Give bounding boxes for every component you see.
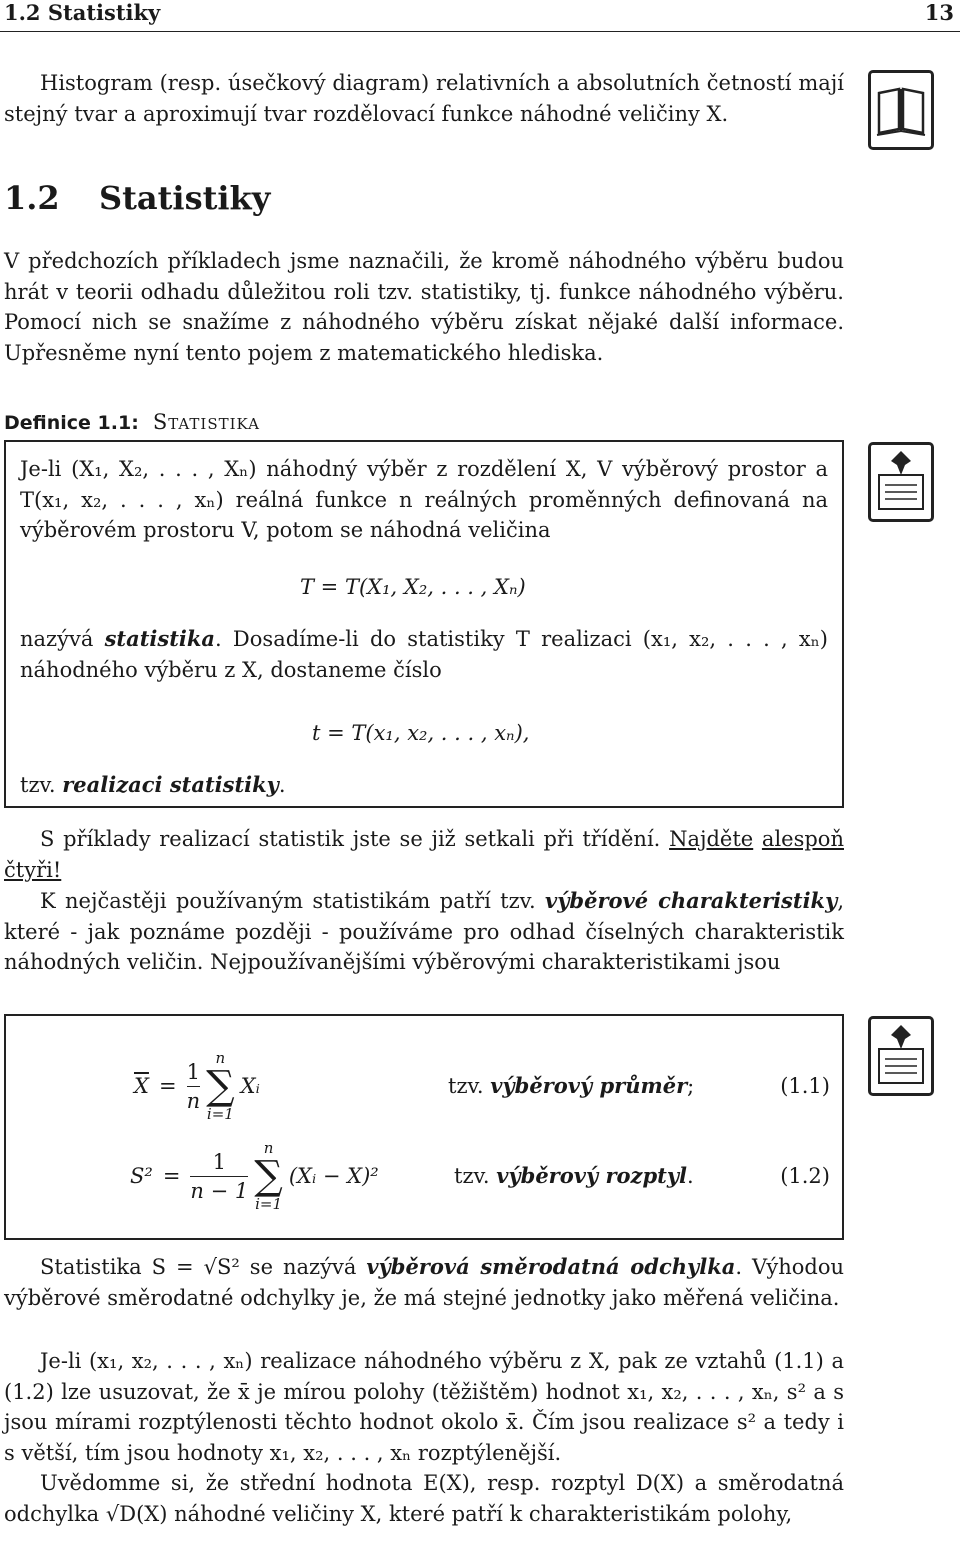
- definition-box: [4, 440, 844, 808]
- definition-heading: [4, 407, 260, 438]
- formula-2-sum: n ∑ i=1: [254, 1139, 283, 1213]
- section-number: 1.2: [4, 179, 60, 217]
- formula-1-sum-lower: i=1: [206, 1105, 234, 1123]
- formula-2-label: [454, 1161, 694, 1192]
- definition-label: Definice 1.1:: [4, 412, 139, 434]
- pin-note-icon: [868, 442, 934, 522]
- task-link-alespon[interactable]: alespoň: [761, 827, 844, 851]
- formula-1: $\overline{X}$ = $\frac{1}{n}$ n ∑ i=1 Xᵢ: [134, 1049, 260, 1123]
- term-vyberove-charakteristiky: výběrové charakteristiky: [545, 888, 838, 913]
- intro-paragraph: Histogram (resp. úsečkový diagram) relativních a absolutních četností mají stejný tvar a aproximují tvar rozdělovací funkce náhodné veličiny X.: [4, 71, 844, 126]
- formula-1-numerator: 1: [186, 1059, 201, 1084]
- formula-2-sum-upper: n: [263, 1139, 274, 1157]
- after-def-text-2b: , které - jak poznáme později - používáme pro odhad číselných charakteristik náhodných veličin. Nejpoužívanějšími výběrovými charakteristikami jsou: [4, 889, 845, 974]
- term-vyberova-smerodatna-odchylka: výběrová směrodatná odchylka: [366, 1254, 736, 1279]
- formula-2-term: (Xᵢ − X)²: [288, 1163, 379, 1188]
- closing-text-1a: Statistika S = √S² se nazývá: [40, 1255, 367, 1279]
- definition-term-realizace: realizaci statistiky: [62, 772, 279, 797]
- header-rule: [0, 31, 960, 32]
- after-def-text-2a: K nejčastěji používaným statistikám patří tzv.: [40, 889, 546, 913]
- formula-box: [4, 1014, 844, 1240]
- term-vyberovy-rozptyl: výběrový rozptyl: [496, 1163, 688, 1188]
- closing-paragraph-3: Uvědomme si, že střední hodnota E(X), resp. rozptyl D(X) a směrodatná odchylka √D(X) náhodné veličiny X, které patří k charakteristikám polohy,: [4, 1471, 844, 1526]
- section-paragraph: V předchozích příkladech jsme naznačili, že kromě náhodného výběru budou hrát v teorii odhadu důležitou roli tzv. statistiky, tj. funkce náhodného výběru. Pomocí nich se snažíme z náhodného výběru získat nějaké další informace. Upřesněme nyní tento pojem z matematického hlediska.: [4, 249, 844, 365]
- section-title: [4, 176, 270, 220]
- formula-2-label-post: .: [687, 1164, 694, 1188]
- formula-1-fraction: [187, 1058, 201, 1115]
- definition-equation-2: t = T(x₁, x₂, . . . , xₙ),: [312, 721, 530, 745]
- formula-1-sum: n ∑ i=1: [206, 1049, 235, 1123]
- formula-1-label-post: ;: [687, 1074, 695, 1098]
- formula-2-numerator: 1: [212, 1149, 227, 1174]
- task-link-najdete[interactable]: Najděte: [669, 827, 754, 851]
- closing-paragraph-2: Je-li (x₁, x₂, . . . , xₙ) realizace náhodného výběru z X, pak ze vztahů (1.1) a (1.2) lze usuzovat, že x̄ je mírou polohy (těžištěm) hodnot x₁, x₂, . . . , xₙ, s² a s jsou mírami rozptýlenosti těchto hodnot okolo x̄. Čím jsou realizace s² a tedy i s větší, tím jsou hodnoty x₁, x₂, . . . , xₙ rozptýlenější.: [4, 1349, 844, 1465]
- definition-name: Statistika: [152, 410, 260, 434]
- formula-1-denominator: n: [186, 1088, 201, 1113]
- definition-text-3-a: tzv.: [20, 773, 63, 797]
- equation-number-1: (1.1): [780, 1074, 830, 1098]
- definition-text-3-b: .: [278, 773, 286, 797]
- after-def-text-1: S příklady realizací statistik jste se již setkali při třídění.: [40, 827, 670, 851]
- formula-2-denominator: n − 1: [190, 1178, 249, 1203]
- after-def-paragraph-1: [4, 824, 844, 885]
- term-vyberovy-prumer: výběrový průměr: [490, 1073, 688, 1098]
- definition-term-statistika: statistika: [104, 626, 216, 651]
- formula-1-label: [448, 1071, 694, 1102]
- page-number: 13: [924, 0, 954, 25]
- pin-note-icon: [868, 1016, 934, 1096]
- definition-text-2: [20, 624, 828, 685]
- closing-paragraph-1: [4, 1252, 844, 1313]
- book-icon: [868, 70, 934, 150]
- definition-equation-1: T = T(X₁, X₂, . . . , Xₙ): [300, 575, 526, 599]
- task-link-ctyri[interactable]: čtyři!: [4, 857, 62, 882]
- formula-1-label-pre: tzv.: [448, 1074, 491, 1098]
- running-header-title: 1.2 Statistiky: [4, 0, 161, 25]
- formula-1-lhs: $\overline{X}$: [134, 1073, 149, 1098]
- after-def-paragraph-2: [4, 886, 844, 978]
- formula-1-term: Xᵢ: [240, 1073, 260, 1098]
- formula-2-sum-lower: i=1: [255, 1195, 282, 1213]
- closing-text-1b: . Výhodou výběrové směrodatné odchylky je, že má stejné jednotky jako měřená veličina.: [4, 1255, 844, 1310]
- formula-1-sum-upper: n: [215, 1049, 226, 1067]
- definition-text-2-b: . Dosadíme-li do statistiky T realizaci (x₁, x₂, . . . , xₙ) náhodného výběru z X, dostaneme číslo: [20, 627, 828, 682]
- formula-2-label-pre: tzv.: [454, 1164, 497, 1188]
- formula-2: S² = $\frac{1}{n - 1}$ n ∑ i=1 (Xᵢ − X)²: [130, 1139, 379, 1213]
- section-heading: Statistiky: [99, 179, 271, 217]
- definition-text-3: [20, 770, 828, 801]
- definition-text-1: Je-li (X₁, X₂, . . . , Xₙ) náhodný výběr z rozdělení X, V výběrový prostor a T(x₁, x₂, . . . , xₙ) reálná funkce n reálných proměnných definovaná na výběrovém prostoru V, potom se náhodná veličina: [20, 457, 828, 542]
- formula-2-lhs: S²: [130, 1163, 153, 1188]
- definition-text-2-a: nazývá: [20, 627, 105, 651]
- formula-2-fraction: [190, 1148, 248, 1205]
- equation-number-2: (1.2): [780, 1164, 830, 1188]
